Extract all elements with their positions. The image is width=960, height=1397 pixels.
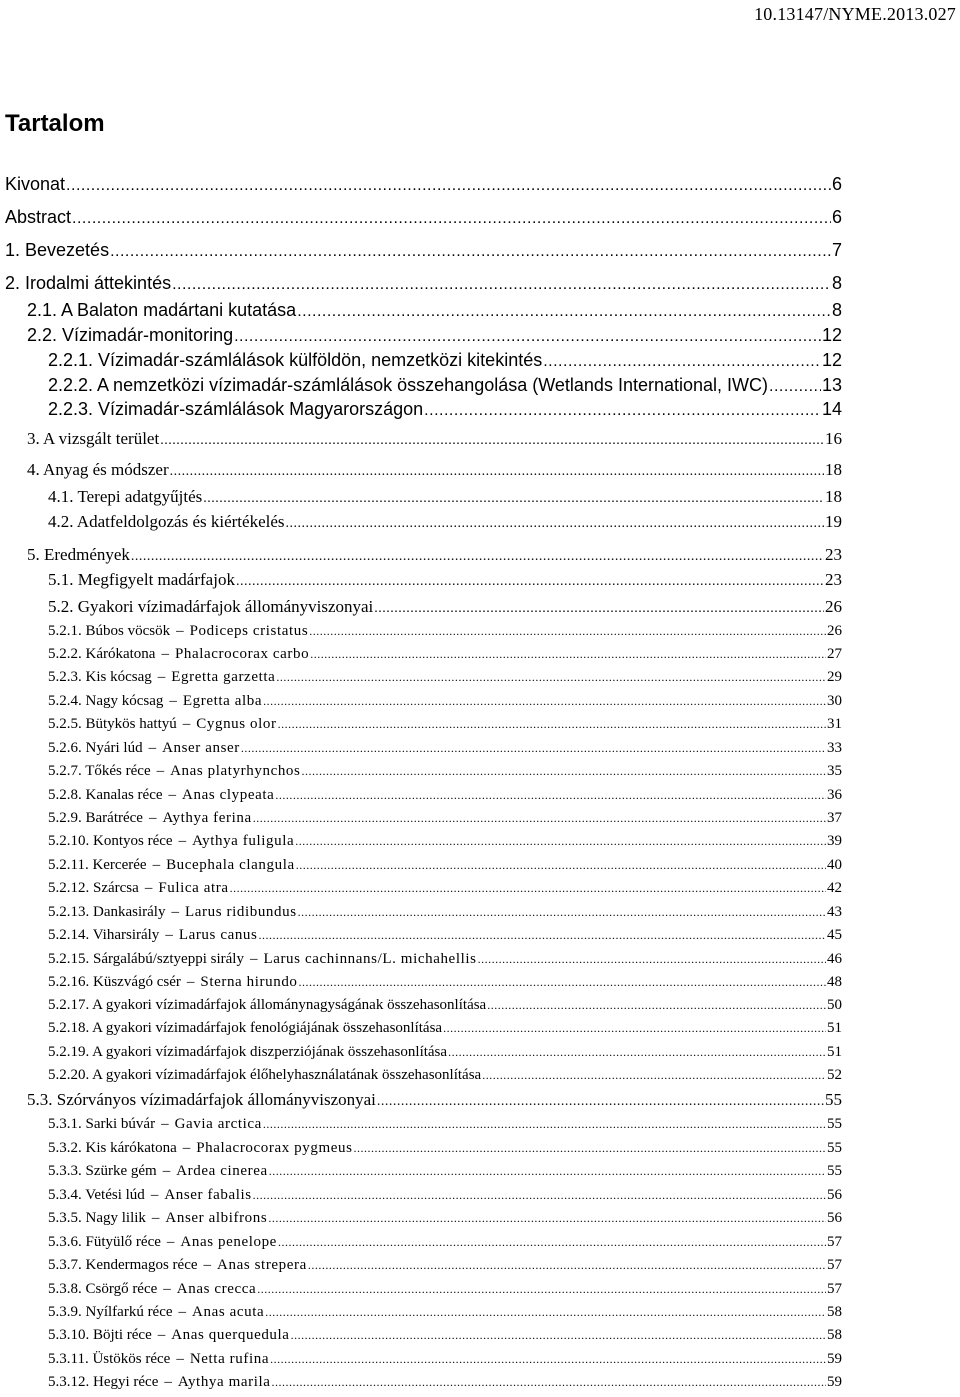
toc-entry-latin-name: Larus ridibundus — [184, 904, 297, 920]
toc-entry[interactable] — [48, 1256, 842, 1274]
toc-entry-latin-name: Anas acuta — [192, 1304, 265, 1320]
toc-leader-dots — [265, 1305, 826, 1319]
toc-entry[interactable] — [48, 739, 842, 757]
toc-entry-title: 4.2. Adatfeldolgozás és kiértékelés — [48, 512, 285, 531]
toc-page-number: 7 — [831, 240, 842, 260]
toc-entry-title: 5.2.14. Viharsirály – Larus canus — [48, 927, 258, 943]
toc-entry-latin-name: Anas penelope — [180, 1234, 277, 1250]
toc-entry-latin-name: Anas crecca — [176, 1281, 257, 1297]
toc-leader-dots — [241, 741, 826, 755]
toc-page-number: 58 — [827, 1327, 842, 1343]
toc-page-number: 13 — [821, 375, 842, 395]
toc-entry-title: Abstract — [5, 207, 72, 227]
toc-leader-dots — [310, 647, 826, 661]
toc-entry[interactable] — [48, 762, 842, 780]
toc-entry-latin-name: Anas strepera — [217, 1257, 307, 1273]
toc-entry-title: 5.3. Szórványos vízimadárfajok állományviszonyai — [27, 1090, 376, 1109]
toc-entry-title: 5.2.16. Küszvágó csér – Sterna hirundo — [48, 974, 298, 990]
toc-entry-title: 3. A vizsgált terület — [27, 429, 160, 448]
toc-leader-dots — [110, 242, 831, 261]
toc-entry[interactable] — [48, 1326, 842, 1344]
toc-page-number: 57 — [827, 1257, 842, 1273]
toc-leader-dots — [297, 302, 831, 321]
toc-entry[interactable] — [27, 460, 842, 481]
toc-entry[interactable] — [48, 926, 842, 944]
toc-entry[interactable] — [48, 570, 842, 591]
toc-page-number: 55 — [827, 1163, 842, 1179]
toc-entry-latin-name: Netta rufina — [189, 1351, 270, 1367]
toc-entry[interactable] — [48, 715, 842, 733]
toc-leader-dots — [354, 1141, 826, 1155]
toc-entry-latin-name: Fulica atra — [158, 880, 229, 896]
toc-entry-title: 2.2. Vízimadár-monitoring — [27, 325, 234, 345]
toc-entry-title: 5.2.4. Nagy kócsag – Egretta alba — [48, 693, 263, 709]
toc-entry[interactable] — [5, 207, 842, 229]
toc-page-number: 42 — [827, 880, 842, 896]
toc-entry[interactable] — [48, 1139, 842, 1157]
toc-entry-title: 1. Bevezetés — [5, 240, 110, 260]
toc-entry-title: 5.2.10. Kontyos réce – Aythya fuligula — [48, 833, 295, 849]
toc-leader-dots — [278, 1235, 826, 1249]
toc-page-number: 27 — [827, 646, 842, 662]
toc-entry-title: 2.2.1. Vízimadár-számlálások külföldön, nemzetközi kitekintés — [48, 350, 543, 370]
toc-page-number: 30 — [827, 693, 842, 709]
toc-leader-dots — [203, 491, 824, 508]
toc-leader-dots — [478, 952, 826, 966]
toc-leader-dots — [296, 858, 826, 872]
toc-entry-latin-name: Sterna hirundo — [200, 974, 298, 990]
toc-page-number: 52 — [827, 1067, 842, 1083]
toc-entry-latin-name: Ardea cinerea — [176, 1163, 268, 1179]
toc-page-number: 39 — [827, 833, 842, 849]
toc-entry-title: 5.2.19. A gyakori vízimadárfajok diszperziójának összehasonlítása — [48, 1044, 448, 1060]
toc-entry-title: 5.2.15. Sárgalábú/sztyeppi sirály – Larus cachinnans/L. michahellis — [48, 951, 477, 967]
toc-entry-latin-name: Egretta alba — [182, 693, 263, 709]
toc-entry-title: 5.3.9. Nyílfarkú réce – Anas acuta — [48, 1304, 265, 1320]
toc-page-number: 23 — [825, 570, 842, 589]
toc-page-number: 23 — [825, 545, 842, 564]
toc-entry[interactable] — [48, 375, 842, 397]
toc-entry-title: 5.3.5. Nagy lilik – Anser albifrons — [48, 1210, 268, 1226]
toc-entry-title: 5.2. Gyakori vízimadárfajok állományviszonyai — [48, 597, 374, 616]
toc-leader-dots — [377, 1094, 824, 1111]
toc-entry-title: 2.2.3. Vízimadár-számlálások Magyarországon — [48, 399, 424, 419]
toc-entry[interactable] — [48, 1350, 842, 1368]
toc-page-number: 29 — [827, 669, 842, 685]
toc-page-number: 46 — [827, 951, 842, 967]
toc-entry-latin-name: Anser fabalis — [164, 1187, 252, 1203]
toc-entry[interactable] — [27, 545, 842, 566]
toc-leader-dots — [66, 176, 831, 195]
toc-leader-dots — [269, 1164, 826, 1178]
toc-entry[interactable] — [5, 174, 842, 196]
toc-page-number: 37 — [827, 810, 842, 826]
toc-page-number: 14 — [821, 399, 842, 419]
toc-leader-dots — [263, 694, 826, 708]
toc-entry[interactable] — [48, 350, 842, 372]
toc-page-number: 43 — [827, 904, 842, 920]
doi-header: 10.13147/NYME.2013.027 — [754, 4, 956, 24]
toc-entry-title: 5.2.5. Bütykös hattyú – Cygnus olor — [48, 716, 277, 732]
toc-leader-dots — [234, 327, 821, 346]
toc-leader-dots — [769, 377, 821, 396]
toc-leader-dots — [443, 1021, 826, 1035]
toc-page-number: 26 — [827, 623, 842, 639]
toc-entry-latin-name: Gavia arctica — [174, 1116, 262, 1132]
toc-entry[interactable] — [48, 512, 842, 533]
toc-leader-dots — [309, 624, 826, 638]
toc-leader-dots — [374, 601, 824, 618]
toc-page-number: 50 — [827, 997, 842, 1013]
toc-entry-title: 5.2.6. Nyári lúd – Anser anser — [48, 740, 240, 756]
toc-entry-title: 2. Irodalmi áttekintés — [5, 273, 172, 293]
toc-page-number: 19 — [825, 512, 842, 531]
toc-entry[interactable] — [48, 622, 842, 640]
toc-entry-title: 5.3.1. Sarki búvár – Gavia arctica — [48, 1116, 262, 1132]
toc-leader-dots — [257, 1282, 826, 1296]
toc-entry[interactable] — [48, 1115, 842, 1133]
toc-entry-latin-name: Anser anser — [162, 740, 240, 756]
toc-page-number: 16 — [825, 429, 842, 448]
toc-leader-dots — [270, 1352, 826, 1366]
toc-entry-latin-name: Egretta garzetta — [171, 669, 276, 685]
toc-page-number: 51 — [827, 1020, 842, 1036]
toc-page-number: 57 — [827, 1281, 842, 1297]
toc-entry[interactable] — [48, 1066, 842, 1084]
toc-page-number: 55 — [827, 1140, 842, 1156]
toc-entry[interactable] — [48, 996, 842, 1014]
toc-leader-dots — [170, 464, 824, 481]
toc-entry-title: 4.1. Terepi adatgyűjtés — [48, 487, 203, 506]
toc-entry[interactable] — [48, 786, 842, 804]
toc-entry-title: 5.2.13. Dankasirály – Larus ridibundus — [48, 904, 297, 920]
toc-entry-title: 5.2.8. Kanalas réce – Anas clypeata — [48, 787, 275, 803]
toc-page-number: 31 — [827, 716, 842, 732]
toc-entry-latin-name: Bucephala clangula — [166, 857, 295, 873]
toc-entry[interactable] — [27, 429, 842, 450]
toc-entry-title: 5.3.2. Kis kárókatona – Phalacrocorax pygmeus — [48, 1140, 353, 1156]
toc-leader-dots — [308, 1258, 826, 1272]
toc-entry-latin-name: Anas querquedula — [171, 1327, 290, 1343]
toc-entry[interactable] — [48, 1373, 842, 1391]
toc-entry-title: 5.3.10. Böjti réce – Anas querquedula — [48, 1327, 290, 1343]
toc-entry[interactable] — [48, 645, 842, 663]
toc-entry-title: 5.2.20. A gyakori vízimadárfajok élőhelyhasználatának összehasonlítása — [48, 1067, 482, 1083]
toc-leader-dots — [131, 549, 824, 566]
toc-entry-title: 5.2.11. Kercerée – Bucephala clangula — [48, 857, 295, 873]
toc-page-number: 58 — [827, 1304, 842, 1320]
toc-entry-title: 5.2.1. Búbos vöcsök – Podiceps cristatus — [48, 623, 309, 639]
toc-leader-dots — [263, 1117, 826, 1131]
toc-entry[interactable] — [48, 973, 842, 991]
toc-leader-dots — [278, 717, 826, 731]
toc-leader-dots — [230, 881, 826, 895]
toc-page-number: 18 — [825, 460, 842, 479]
toc-leader-dots — [487, 998, 826, 1012]
toc-leader-dots — [299, 975, 826, 989]
toc-entry-title: 5. Eredmények — [27, 545, 130, 564]
toc-entry-latin-name: Phalacrocorax pygmeus — [196, 1140, 353, 1156]
toc-page-number: 48 — [827, 974, 842, 990]
toc-page-number: 6 — [831, 174, 842, 194]
toc-leader-dots — [301, 764, 826, 778]
toc-entry[interactable] — [48, 879, 842, 897]
toc-entry[interactable] — [48, 1162, 842, 1180]
toc-entry-latin-name: Cygnus olor — [196, 716, 277, 732]
toc-entry[interactable] — [48, 809, 842, 827]
toc-leader-dots — [448, 1045, 826, 1059]
toc-page-number: 56 — [827, 1187, 842, 1203]
toc-page-number: 55 — [825, 1090, 842, 1109]
toc-entry[interactable] — [48, 903, 842, 921]
toc-leader-dots — [291, 1328, 826, 1342]
toc-entry-title: 5.2.18. A gyakori vízimadárfajok fenológiájának összehasonlítása — [48, 1020, 443, 1036]
toc-entry-title: 5.1. Megfigyelt madárfajok — [48, 570, 235, 589]
toc-leader-dots — [276, 670, 826, 684]
toc-leader-dots — [286, 516, 824, 533]
toc-page-number: 40 — [827, 857, 842, 873]
toc-entry-title: 2.2.2. A nemzetközi vízimadár-számlálások összehangolása (Wetlands International, IWC) — [48, 375, 768, 395]
toc-page-number: 18 — [825, 487, 842, 506]
toc-leader-dots — [258, 928, 826, 942]
page-title: Tartalom — [5, 110, 105, 137]
toc-entry-title: Kivonat — [5, 174, 66, 194]
toc-leader-dots — [482, 1068, 826, 1082]
toc-entry-latin-name: Larus canus — [178, 927, 258, 943]
toc-entry-title: 5.2.2. Kárókatona – Phalacrocorax carbo — [48, 646, 310, 662]
toc-leader-dots — [268, 1211, 826, 1225]
toc-entry[interactable] — [27, 1090, 842, 1111]
toc-entry-latin-name: Podiceps cristatus — [189, 623, 309, 639]
toc-leader-dots — [72, 209, 831, 228]
toc-leader-dots — [275, 788, 826, 802]
toc-entry[interactable] — [48, 1019, 842, 1037]
toc-page-number: 56 — [827, 1210, 842, 1226]
toc-page-number: 12 — [821, 350, 842, 370]
toc-leader-dots — [253, 811, 826, 825]
toc-entry-title: 5.3.12. Hegyi réce – Aythya marila — [48, 1374, 271, 1390]
toc-leader-dots — [295, 834, 826, 848]
toc-page-number: 55 — [827, 1116, 842, 1132]
toc-entry-title: 5.3.8. Csörgő réce – Anas crecca — [48, 1281, 257, 1297]
toc-page-number: 33 — [827, 740, 842, 756]
toc-entry-latin-name: Larus cachinnans/L. michahellis — [263, 951, 477, 967]
toc-leader-dots — [253, 1188, 826, 1202]
toc-entry-latin-name: Phalacrocorax carbo — [174, 646, 310, 662]
toc-entry-latin-name: Aythya fuligula — [192, 833, 295, 849]
toc-entry[interactable] — [48, 950, 842, 968]
toc-entry-title: 5.3.3. Szürke gém – Ardea cinerea — [48, 1163, 268, 1179]
toc-entry-title: 5.2.3. Kis kócsag – Egretta garzetta — [48, 669, 276, 685]
toc-entry-title: 4. Anyag és módszer — [27, 460, 169, 479]
toc-entry[interactable] — [48, 1233, 842, 1251]
toc-entry[interactable] — [48, 487, 842, 508]
toc-entry-title: 5.2.17. A gyakori vízimadárfajok állománynagyságának összehasonlítása — [48, 997, 487, 1013]
toc-page-number: 12 — [821, 325, 842, 345]
toc-entry-latin-name: Anser albifrons — [165, 1210, 268, 1226]
toc-entry[interactable] — [48, 1043, 842, 1061]
toc-leader-dots — [298, 905, 826, 919]
toc-page-number: 35 — [827, 763, 842, 779]
toc-page-number: 57 — [827, 1234, 842, 1250]
toc-entry-title: 5.2.12. Szárcsa – Fulica atra — [48, 880, 229, 896]
toc-entry-title: 2.1. A Balaton madártani kutatása — [27, 300, 297, 320]
toc-entry[interactable] — [27, 300, 842, 322]
toc-entry[interactable] — [48, 856, 842, 874]
toc-leader-dots — [172, 275, 831, 294]
toc-leader-dots — [236, 574, 824, 591]
toc-entry[interactable] — [48, 832, 842, 850]
toc-page-number: 59 — [827, 1351, 842, 1367]
toc-entry-title: 5.3.6. Fütyülő réce – Anas penelope — [48, 1234, 277, 1250]
toc-entry-title: 5.3.4. Vetési lúd – Anser fabalis — [48, 1187, 252, 1203]
toc-entry-latin-name: Aythya marila — [177, 1374, 271, 1390]
toc-page-number: 45 — [827, 927, 842, 943]
toc-entry[interactable] — [5, 240, 842, 262]
toc-page-number: 8 — [831, 273, 842, 293]
toc-entry-title: 5.2.9. Barátréce – Aythya ferina — [48, 810, 252, 826]
toc-entry[interactable] — [48, 597, 842, 618]
toc-entry[interactable] — [48, 1303, 842, 1321]
toc-page-number: 51 — [827, 1044, 842, 1060]
toc-entry-title: 5.3.7. Kendermagos réce – Anas strepera — [48, 1257, 307, 1273]
toc-page-number: 8 — [831, 300, 842, 320]
toc-page-number: 26 — [825, 597, 842, 616]
toc-leader-dots — [543, 352, 821, 371]
toc-entry[interactable] — [48, 1209, 842, 1227]
toc-page-number: 59 — [827, 1374, 842, 1390]
toc-entry-latin-name: Anas platyrhynchos — [170, 763, 301, 779]
toc-entry[interactable] — [48, 1280, 842, 1298]
toc-leader-dots — [424, 401, 821, 420]
toc-entry-latin-name: Aythya ferina — [162, 810, 252, 826]
toc-leader-dots — [272, 1375, 826, 1389]
toc-entry[interactable] — [5, 273, 842, 295]
toc-entry[interactable] — [27, 325, 842, 347]
toc-entry[interactable] — [48, 692, 842, 710]
toc-leader-dots — [160, 433, 824, 450]
toc-entry-title: 5.3.11. Üstökös réce – Netta rufina — [48, 1351, 270, 1367]
toc-page-number: 36 — [827, 787, 842, 803]
toc-entry[interactable] — [48, 668, 842, 686]
toc-entry-title: 5.2.7. Tőkés réce – Anas platyrhynchos — [48, 763, 301, 779]
toc-entry[interactable] — [48, 399, 842, 421]
toc-page-number: 6 — [831, 207, 842, 227]
toc-entry-latin-name: Anas clypeata — [182, 787, 275, 803]
toc-entry[interactable] — [48, 1186, 842, 1204]
